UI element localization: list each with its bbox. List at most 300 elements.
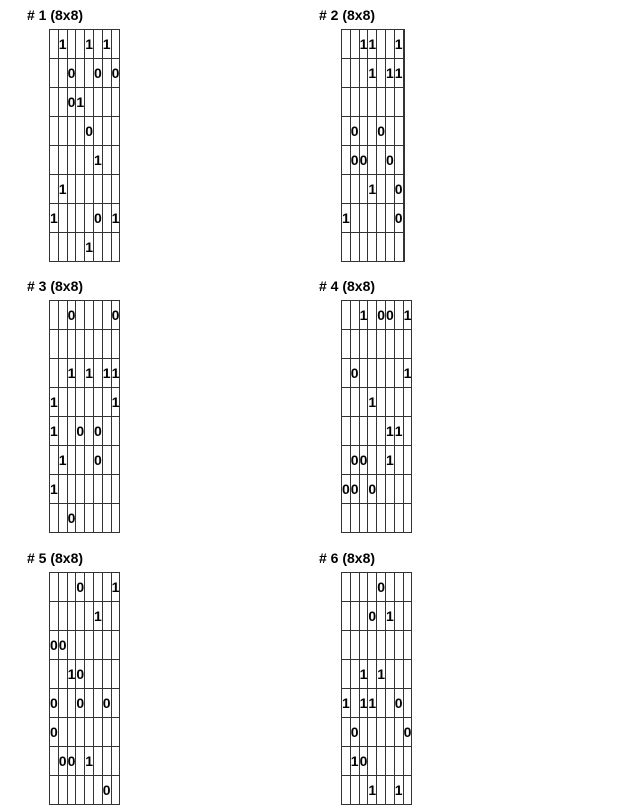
grid-cell[interactable]: 1 [50,417,59,446]
grid-cell[interactable]: 1 [76,88,85,117]
grid-cell[interactable] [350,30,359,59]
grid-cell[interactable] [350,417,359,446]
grid-cell[interactable] [58,776,67,805]
grid-cell[interactable] [102,631,111,660]
grid-cell[interactable]: 0 [403,718,412,747]
grid-cell[interactable] [102,233,111,262]
grid-cell[interactable] [50,660,59,689]
grid-cell[interactable]: 0 [67,88,76,117]
grid-cell[interactable] [67,718,76,747]
grid-cell[interactable] [377,631,386,660]
grid-cell[interactable] [85,631,94,660]
grid-cell[interactable] [93,388,102,417]
grid-cell[interactable] [50,59,59,88]
grid-cell[interactable] [359,631,368,660]
grid-cell[interactable] [377,417,386,446]
grid-cell[interactable] [377,233,386,262]
grid-cell[interactable] [359,417,368,446]
grid-cell[interactable]: 1 [385,446,394,475]
grid-cell[interactable] [403,475,412,504]
grid-cell[interactable]: 1 [67,359,76,388]
grid-cell[interactable] [385,204,394,233]
grid-cell[interactable] [102,446,111,475]
grid-cell[interactable] [93,504,102,533]
grid-cell[interactable] [76,359,85,388]
grid-cell[interactable] [58,660,67,689]
grid-cell[interactable] [359,475,368,504]
grid-cell[interactable] [76,631,85,660]
grid-cell[interactable] [50,330,59,359]
grid-cell[interactable] [102,388,111,417]
grid-cell[interactable] [377,146,386,175]
grid-cell[interactable]: 1 [102,359,111,388]
grid-cell[interactable]: 1 [368,689,377,718]
grid-cell[interactable]: 0 [394,689,403,718]
grid-cell[interactable] [385,504,394,533]
grid-cell[interactable] [58,330,67,359]
grid-cell[interactable] [342,747,351,776]
grid-cell[interactable] [76,301,85,330]
grid-cell[interactable] [394,446,403,475]
grid-cell[interactable] [85,504,94,533]
grid-cell[interactable] [76,175,85,204]
grid-cell[interactable] [342,602,351,631]
grid-cell[interactable] [67,573,76,602]
grid-cell[interactable] [359,504,368,533]
grid-cell[interactable] [67,602,76,631]
grid-cell[interactable] [368,146,377,175]
grid-cell[interactable] [385,718,394,747]
grid-cell[interactable] [394,504,403,533]
grid-cell[interactable] [350,88,359,117]
grid-cell[interactable]: 1 [385,602,394,631]
grid-cell[interactable]: 0 [350,117,359,146]
grid-cell[interactable] [385,88,394,117]
grid-cell[interactable] [377,602,386,631]
grid-cell[interactable]: 1 [368,776,377,805]
grid-cell[interactable] [359,388,368,417]
grid-cell[interactable] [85,88,94,117]
grid-cell[interactable] [111,146,120,175]
grid-cell[interactable]: 0 [394,175,403,204]
grid-cell[interactable]: 1 [85,233,94,262]
grid-cell[interactable] [377,446,386,475]
grid-cell[interactable] [85,417,94,446]
grid-cell[interactable] [350,631,359,660]
grid-cell[interactable]: 1 [368,388,377,417]
grid-cell[interactable] [85,776,94,805]
grid-cell[interactable]: 0 [368,475,377,504]
grid-cell[interactable] [342,330,351,359]
grid-cell[interactable] [385,631,394,660]
grid-cell[interactable] [377,689,386,718]
grid-cell[interactable] [368,446,377,475]
grid-cell[interactable]: 0 [377,117,386,146]
grid-cell[interactable] [58,475,67,504]
grid-cell[interactable]: 0 [359,146,368,175]
grid-cell[interactable] [385,689,394,718]
grid-cell[interactable] [50,301,59,330]
grid-cell[interactable]: 0 [67,747,76,776]
grid-cell[interactable] [111,475,120,504]
grid-cell[interactable] [342,388,351,417]
grid-cell[interactable] [67,776,76,805]
grid-cell[interactable] [377,88,386,117]
grid-cell[interactable]: 0 [359,747,368,776]
grid-cell[interactable] [359,204,368,233]
grid-cell[interactable] [50,30,59,59]
grid-cell[interactable] [403,233,404,262]
grid-cell[interactable]: 0 [76,689,85,718]
grid-cell[interactable] [377,718,386,747]
grid-cell[interactable] [359,359,368,388]
grid-cell[interactable]: 1 [368,59,377,88]
grid-cell[interactable] [50,88,59,117]
grid-cell[interactable] [394,233,403,262]
grid-cell[interactable]: 0 [50,631,59,660]
grid-cell[interactable] [58,417,67,446]
grid-cell[interactable] [385,776,394,805]
grid-cell[interactable]: 1 [111,359,120,388]
grid-cell[interactable] [368,417,377,446]
grid-cell[interactable]: 0 [76,417,85,446]
grid-cell[interactable] [394,573,403,602]
grid-cell[interactable] [93,776,102,805]
grid-cell[interactable] [403,146,404,175]
grid-cell[interactable] [76,446,85,475]
grid-cell[interactable] [102,747,111,776]
grid-cell[interactable]: 0 [350,359,359,388]
grid-cell[interactable] [385,30,394,59]
grid-cell[interactable]: 1 [385,59,394,88]
grid-cell[interactable] [93,233,102,262]
grid-cell[interactable] [394,718,403,747]
grid-cell[interactable] [111,117,120,146]
grid-cell[interactable] [342,417,351,446]
grid-cell[interactable] [342,776,351,805]
grid-cell[interactable] [85,573,94,602]
grid-cell[interactable]: 1 [359,30,368,59]
grid-cell[interactable] [67,417,76,446]
grid-cell[interactable] [102,88,111,117]
grid-cell[interactable] [342,175,351,204]
grid-cell[interactable] [102,660,111,689]
grid-cell[interactable] [85,446,94,475]
grid-cell[interactable]: 0 [50,718,59,747]
grid-cell[interactable] [102,602,111,631]
grid-cell[interactable] [394,631,403,660]
grid-cell[interactable] [403,117,404,146]
grid-cell[interactable] [350,504,359,533]
grid-cell[interactable] [76,146,85,175]
grid-cell[interactable] [342,660,351,689]
grid-cell[interactable] [368,117,377,146]
grid-cell[interactable]: 1 [342,204,351,233]
grid-cell[interactable] [111,504,120,533]
grid-cell[interactable] [50,446,59,475]
grid-cell[interactable]: 0 [350,146,359,175]
grid-cell[interactable]: 0 [350,446,359,475]
grid-cell[interactable]: 0 [93,59,102,88]
grid-cell[interactable]: 0 [342,475,351,504]
grid-cell[interactable] [102,417,111,446]
grid-cell[interactable] [359,233,368,262]
grid-cell[interactable] [67,330,76,359]
grid-cell[interactable] [350,388,359,417]
grid-cell[interactable] [377,747,386,776]
grid-cell[interactable] [102,146,111,175]
grid-cell[interactable]: 0 [67,504,76,533]
grid-cell[interactable] [403,446,412,475]
grid-cell[interactable] [368,330,377,359]
grid-cell[interactable] [377,204,386,233]
grid-cell[interactable] [403,776,412,805]
grid-cell[interactable]: 1 [111,204,120,233]
grid-cell[interactable] [76,204,85,233]
grid-cell[interactable] [368,88,377,117]
grid-cell[interactable] [342,59,351,88]
grid-cell[interactable]: 0 [359,446,368,475]
grid-cell[interactable] [111,446,120,475]
grid-cell[interactable] [93,660,102,689]
grid-cell[interactable] [394,747,403,776]
grid-cell[interactable]: 1 [50,475,59,504]
grid-cell[interactable] [102,117,111,146]
grid-cell[interactable] [394,475,403,504]
grid-cell[interactable]: 1 [85,747,94,776]
grid-cell[interactable] [342,30,351,59]
grid-cell[interactable]: 0 [350,718,359,747]
grid-cell[interactable] [403,175,404,204]
grid-cell[interactable]: 1 [368,30,377,59]
grid-cell[interactable]: 1 [67,660,76,689]
grid-cell[interactable] [359,718,368,747]
grid-cell[interactable] [385,747,394,776]
grid-cell[interactable] [403,417,412,446]
grid-cell[interactable]: 1 [111,573,120,602]
grid-cell[interactable] [50,233,59,262]
grid-cell[interactable]: 0 [50,689,59,718]
grid-cell[interactable] [102,59,111,88]
grid-cell[interactable] [58,504,67,533]
grid-cell[interactable] [58,59,67,88]
grid-cell[interactable] [385,388,394,417]
grid-cell[interactable] [350,204,359,233]
grid-cell[interactable] [85,59,94,88]
grid-cell[interactable]: 1 [377,660,386,689]
grid-cell[interactable] [111,631,120,660]
grid-cell[interactable]: 1 [85,30,94,59]
grid-cell[interactable] [342,573,351,602]
grid-cell[interactable]: 1 [58,30,67,59]
grid-cell[interactable] [385,475,394,504]
grid-cell[interactable] [58,573,67,602]
grid-cell[interactable] [403,631,412,660]
grid-cell[interactable] [50,573,59,602]
grid-cell[interactable] [102,330,111,359]
grid-cell[interactable] [85,718,94,747]
grid-cell[interactable] [102,301,111,330]
grid-cell[interactable] [377,475,386,504]
grid-cell[interactable] [58,88,67,117]
grid-cell[interactable] [50,776,59,805]
grid-cell[interactable] [368,747,377,776]
grid-cell[interactable] [368,631,377,660]
grid-cell[interactable] [93,30,102,59]
grid-cell[interactable] [403,747,412,776]
grid-cell[interactable]: 0 [350,475,359,504]
grid-cell[interactable] [85,602,94,631]
grid-cell[interactable] [58,117,67,146]
grid-cell[interactable] [93,117,102,146]
grid-cell[interactable] [76,475,85,504]
grid-cell[interactable] [76,388,85,417]
grid-cell[interactable]: 0 [58,747,67,776]
grid-cell[interactable] [111,330,120,359]
grid-cell[interactable]: 0 [76,660,85,689]
grid-cell[interactable] [58,301,67,330]
grid-cell[interactable] [403,204,404,233]
grid-cell[interactable] [403,59,404,88]
grid-cell[interactable] [368,660,377,689]
grid-cell[interactable] [67,30,76,59]
grid-cell[interactable] [85,175,94,204]
grid-cell[interactable] [359,573,368,602]
grid-cell[interactable] [102,475,111,504]
grid-cell[interactable] [93,747,102,776]
grid-cell[interactable]: 1 [93,146,102,175]
grid-cell[interactable] [385,330,394,359]
grid-cell[interactable]: 0 [394,204,403,233]
grid-cell[interactable] [385,117,394,146]
grid-cell[interactable]: 0 [102,689,111,718]
grid-cell[interactable]: 1 [368,175,377,204]
grid-cell[interactable] [350,175,359,204]
grid-cell[interactable] [394,660,403,689]
grid-cell[interactable] [111,30,120,59]
grid-cell[interactable] [342,718,351,747]
grid-cell[interactable]: 0 [67,301,76,330]
grid-cell[interactable]: 0 [58,631,67,660]
grid-cell[interactable] [58,602,67,631]
grid-cell[interactable]: 1 [93,602,102,631]
grid-cell[interactable] [111,602,120,631]
grid-cell[interactable] [85,388,94,417]
grid-cell[interactable] [342,631,351,660]
grid-cell[interactable] [111,175,120,204]
grid-cell[interactable] [350,301,359,330]
grid-cell[interactable] [377,30,386,59]
grid-cell[interactable] [93,330,102,359]
grid-cell[interactable] [50,602,59,631]
grid-cell[interactable] [58,146,67,175]
grid-cell[interactable] [50,504,59,533]
grid-cell[interactable] [342,233,351,262]
grid-cell[interactable]: 1 [394,30,403,59]
grid-cell[interactable] [102,573,111,602]
grid-cell[interactable] [85,475,94,504]
grid-cell[interactable] [342,359,351,388]
grid-cell[interactable] [394,330,403,359]
grid-cell[interactable] [58,718,67,747]
grid-cell[interactable] [394,117,403,146]
grid-cell[interactable] [67,117,76,146]
grid-cell[interactable] [58,359,67,388]
grid-cell[interactable] [394,146,403,175]
grid-cell[interactable] [359,117,368,146]
grid-cell[interactable] [67,446,76,475]
grid-cell[interactable] [102,504,111,533]
grid-cell[interactable] [350,660,359,689]
grid-cell[interactable] [350,233,359,262]
grid-cell[interactable] [93,718,102,747]
grid-cell[interactable] [403,689,412,718]
grid-cell[interactable] [403,602,412,631]
grid-cell[interactable]: 0 [111,59,120,88]
grid-cell[interactable] [50,175,59,204]
grid-cell[interactable] [85,146,94,175]
grid-cell[interactable] [93,573,102,602]
grid-cell[interactable] [403,330,412,359]
grid-cell[interactable] [350,330,359,359]
grid-cell[interactable]: 0 [111,301,120,330]
grid-cell[interactable] [377,330,386,359]
grid-cell[interactable] [403,504,412,533]
grid-cell[interactable] [76,718,85,747]
grid-cell[interactable] [350,573,359,602]
grid-cell[interactable]: 1 [58,446,67,475]
grid-cell[interactable] [385,359,394,388]
grid-cell[interactable]: 1 [111,388,120,417]
grid-cell[interactable] [58,204,67,233]
grid-cell[interactable] [76,59,85,88]
grid-cell[interactable] [342,88,351,117]
grid-cell[interactable] [102,175,111,204]
grid-cell[interactable] [368,504,377,533]
grid-cell[interactable] [350,59,359,88]
grid-cell[interactable] [111,689,120,718]
grid-cell[interactable]: 1 [359,301,368,330]
grid-cell[interactable] [76,504,85,533]
grid-cell[interactable] [359,776,368,805]
grid-cell[interactable]: 1 [394,59,403,88]
grid-cell[interactable] [342,117,351,146]
grid-cell[interactable] [111,776,120,805]
grid-cell[interactable] [368,233,377,262]
grid-cell[interactable] [342,301,351,330]
grid-cell[interactable]: 1 [50,204,59,233]
grid-cell[interactable] [377,175,386,204]
grid-cell[interactable] [76,233,85,262]
grid-cell[interactable] [385,573,394,602]
grid-cell[interactable] [50,359,59,388]
grid-cell[interactable] [359,330,368,359]
grid-cell[interactable] [50,146,59,175]
grid-cell[interactable]: 1 [342,689,351,718]
grid-cell[interactable] [67,146,76,175]
grid-cell[interactable] [58,233,67,262]
grid-cell[interactable] [111,747,120,776]
grid-cell[interactable] [76,330,85,359]
grid-cell[interactable]: 0 [93,417,102,446]
grid-cell[interactable] [93,631,102,660]
grid-cell[interactable] [93,301,102,330]
grid-cell[interactable]: 1 [85,359,94,388]
grid-cell[interactable]: 1 [403,359,412,388]
grid-cell[interactable] [377,388,386,417]
grid-cell[interactable] [67,475,76,504]
grid-cell[interactable] [394,359,403,388]
